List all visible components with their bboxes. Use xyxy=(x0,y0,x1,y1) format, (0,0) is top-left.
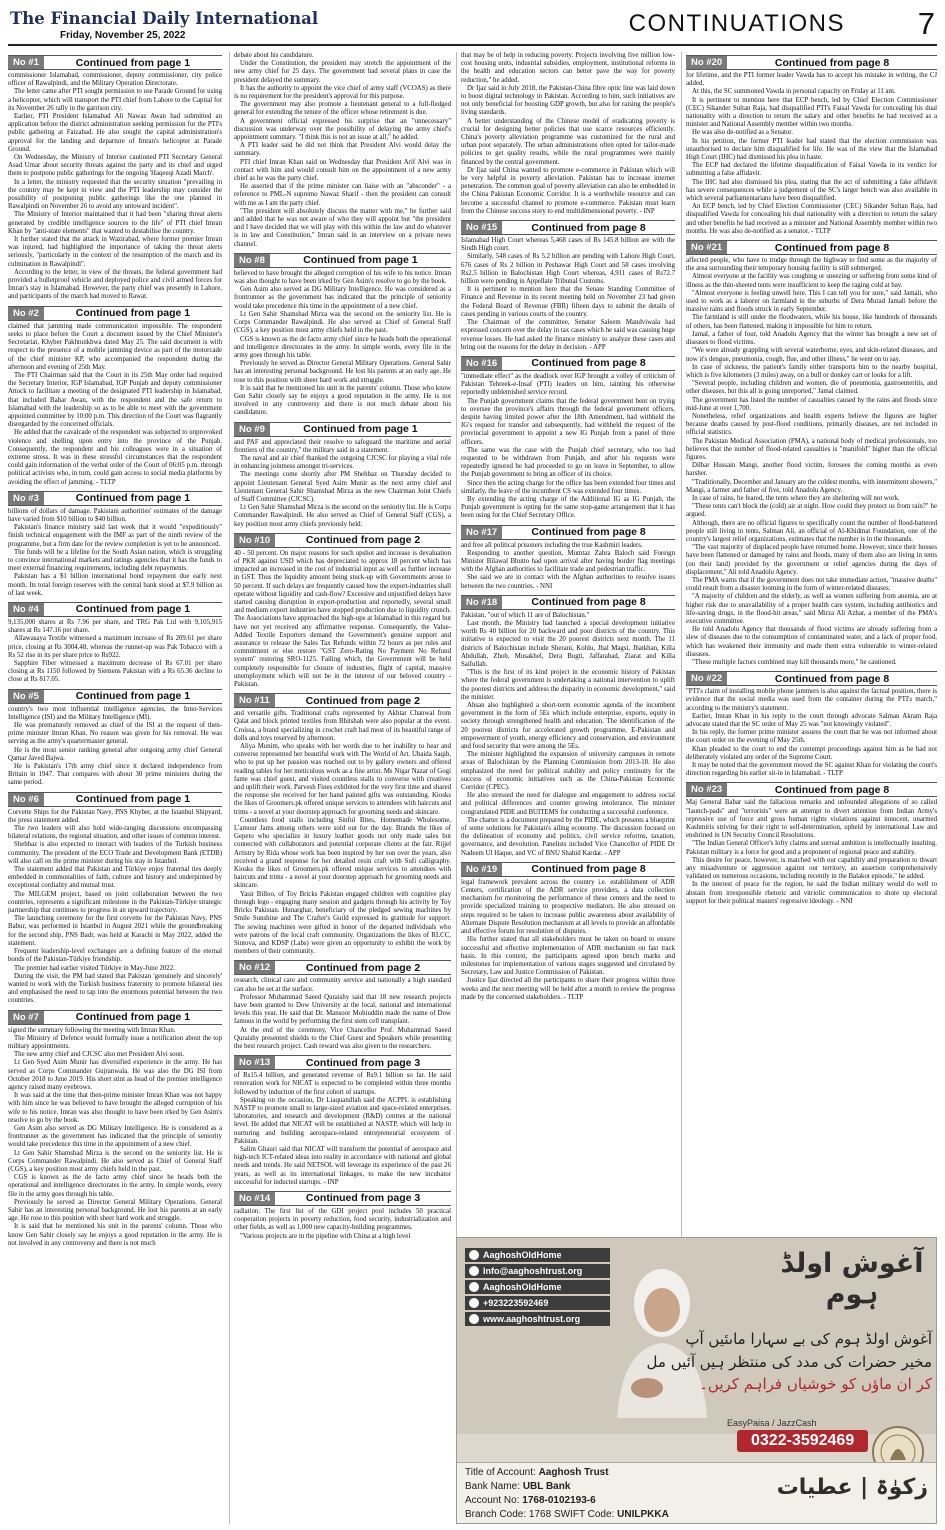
story-paragraph: Similarly, 548 cases of Rs 5.2 billion are pending with Lahore High Court, 676 cases of Rs 2 billion in Peshawar High Court and 58 cases involving Rs2.5 billion in Balochistan High Court whereas, 4,911 cases of Rs72.7 billion were pending in Appellate Tribunal Customs. xyxy=(461,253,675,286)
story-paragraph: CGS is known as the de facto army chief since he heads both the operational and intelligence directorates in the army. In simple words, every file in the army goes through his table. xyxy=(234,335,451,359)
story-paragraph: Nonetheless, relief organizations and health experts believe the figures are higher because deaths caused by post-flood conditions, primarily diseases, are not included in official statistics. xyxy=(686,412,937,437)
story-paragraph: Frequent leadership-level exchanges are a defining feature of the eternal bonds of the Pakistan-Türkiye friendship. xyxy=(8,948,222,964)
news-story xyxy=(8,602,222,685)
whatsapp-icon xyxy=(469,1298,479,1308)
story-body xyxy=(234,439,451,529)
story-number-badge: No #15 xyxy=(461,221,502,234)
story-paragraph: In his reply, the former prime minister assures the court that he was not informed about the court order on the evening of May 25th. xyxy=(686,729,937,745)
story-paragraph: The Ministry of Interior maintained that it had been "sharing threat alerts generated by credible intelligence sources to the life" of PTI chief Imran Khan by "anti-state elements" that wanted to destabilise the country. xyxy=(8,211,222,235)
story-number-badge: No #7 xyxy=(8,1011,44,1024)
story-number-badge: No #2 xyxy=(8,307,44,320)
page-number: 7 xyxy=(917,6,935,41)
story-body xyxy=(461,373,675,521)
story-continued-label: Continued from page 2 xyxy=(305,694,420,707)
story-number-badge: No #5 xyxy=(8,690,44,703)
story-paragraph: The same was the case with the Punjab chief secretary, who too had requested to be withdrawn from Punjab, and after his requests were repeatedly ignored he had proceeded to go on leave in September, to allow the Punjab government to bring an officer of its choice. xyxy=(461,446,675,479)
story-paragraph: "Several people, including children and women, die of pneumonia, gastroenteritis, and other diseases, but this all is going unreported," Jamal claimed. xyxy=(686,380,937,396)
story-paragraph: During the visit, the PM had stated that Pakistan 'genuinely and sincerely' wanted to work with the Turkish business fraternity to promote bilateral ties and emphasised the need to tap into the enormous potential between the two countries. xyxy=(8,972,222,1005)
story-paragraph: "A majority of children and the elderly, as well as women suffering from anemia, are at higher risk due to unavailability of a proper health care system, including antibiotics and life-saving drugs, in the flood-hit areas," said Mirza Ali Azhar, a member of the PMA's executive committee. xyxy=(686,593,937,625)
story-paragraph: believed to have brought the alleged corruption of his wife to his notice. Imran was also thought to have been irked by Gen Asim's resolve to go by the book. xyxy=(234,269,451,286)
story-paragraph: Allawasaya Textile witnessed a maximum increase of Rs 209.61 per share price, closing at Rs 3004.48, whereas the runner-up was Pak Tobacco with a Rs 52 rise in its per share price to Rs922. xyxy=(8,635,222,659)
story-header xyxy=(234,533,451,548)
story-paragraph: It may be noted that the government moved the SC against Khan for violating the court's direction regarding his earlier sit-in in Islamabad. - TLTP xyxy=(686,762,937,778)
issue-date: Friday, November 25, 2022 xyxy=(60,30,186,41)
story-continued-label: Continued from page 8 xyxy=(531,596,646,609)
story-header xyxy=(234,693,451,708)
story-body xyxy=(686,72,937,236)
story-paragraph: Ahsan also highlighted a short-term economic agenda of the incumbent government in the form of 5Es which include enterprise, exports, equity in society through strengthened health and education. The identification of the 20 poorest districts for accelerated growth programme, E-Pakistan and empowerment of youth, energy efficiency and conservation, and environment and food security that were among the 5Es. xyxy=(461,702,675,751)
story-paragraph: An ECP bench, led by Chief Election Commissioner (CEC) Sikander Sultan Raja, had disqualified Vawda for concealing his dual nationality with a direction to return the salary and other benefits he had received as a minister and National Assembly member within two months. He was also de-notified as a senator. - TLTP xyxy=(686,203,937,235)
story-paragraph: Aliya Munim, who speaks with her words due to her inability to hear and converse represented her beautiful work with The World of Art. Ubaida Saqib, who to put up her passion was reached out to by gallery owners and offered reading tables for her meticulous work as a fine artist. Ms Nigar Nazar of Gogi fame was chief guest, and visited countless stalls to converse with creatives and uplift their work. Parvesh Fines exhibited for the very first time and shared the response she received for her hand painted gifts was outstanding. Kiosks the likes of Groomers.pk offered unique services to attendees with haircuts and trims - a novel at your doorstep approach for grooming needs and skincare. xyxy=(234,743,451,816)
story-header xyxy=(234,960,451,975)
story-paragraph: "Traditionally, December and January are the coldest months, with intermittent showers," Mangi, a farmer and father of five, told Anadolu Agency. xyxy=(686,478,937,494)
story-paragraph: In the interest of peace for the region, he said the Indian military would do well to abstain from irresponsible rhetoric and vitriolic communication to shore up electoral support for their political masters' regressive ideology. - NNI xyxy=(686,881,937,905)
story-number-badge: No #21 xyxy=(686,241,727,254)
story-paragraph: The farmland is still under the floodwaters, while his house, like hundreds of thousands of others, has been flattened, making it impossible for him to return. xyxy=(686,314,937,330)
story-continued-label: Continued from page 1 xyxy=(75,492,191,505)
story-number-badge: No #8 xyxy=(234,254,270,267)
news-story xyxy=(461,220,675,352)
story-paragraph: He added that the cavalcade of the respondent was subjected to unprovoked violence and shelling upon entry into the province of the Punjab. Consequently, the respondent and his colleagues were in a situation of extreme stress. It was in these stressful circumstances that the respondent could gain information of the verbal order of the Court of 06:05 p.m. through political activists who, in turn, could gain access to social media platforms by avoiding the effect of jamming. - TLTP xyxy=(8,429,222,486)
story-continued-label: Continued from page 8 xyxy=(774,56,890,69)
story-paragraph: Last month, the Ministry had launched a special development initiative worth Rs 40 billion for 20 backward and poor districts of the country. This initiative is expected to visit the 20 poorest districts next month. The 11 districts of Balochistan include Sherani, Kohlu, Jhal Magsi, Jhatkhan, Killa Abdullah, Zhob, Musakhel, Dera Bugti, Jaffarabad, Ziarat and Killa Saifullah. xyxy=(461,619,675,668)
story-header xyxy=(234,422,451,437)
story-continued-label: Continued from page 1 xyxy=(75,56,191,69)
story-paragraph: affected people, who have to trudge through the highway to find some as the majority of the area surrounding their temporary housing facility is still submerged. xyxy=(686,257,937,273)
story-body xyxy=(8,619,222,685)
ad-brand-name: آغوش اولڈ ہوم xyxy=(780,1248,924,1310)
story-paragraph: Previously he served as Director General Military Operations. General Sahir has an interesting personal background. He lost his parents at an early age. He rose to this position with sheer hard work and struggle. xyxy=(8,1198,222,1223)
story-paragraph: Jamal, a father of four, told Anadolu Agency that the winter has brought a new set of diseases to flood victims. xyxy=(686,330,937,347)
story-continued-label: Continued from page 3 xyxy=(305,1192,421,1205)
news-story xyxy=(461,356,675,521)
story-header xyxy=(461,220,675,235)
story-paragraph: Earlier, Imran Khan in his reply to the court through advocate Salman Akram Raja advocate stated that the SC order of May 25 was "not knowingly violated". xyxy=(686,712,937,729)
story-paragraph: Although, there are no official figures to specifically count the number of flood-battered people still living in tents, Salman Ali, an official of Al-Khidmat Foundation, one of the country's largest relief organizations, estimates that the number is in the thousands. xyxy=(686,519,937,543)
story-continued-label: Continued from page 8 xyxy=(774,241,890,254)
news-story xyxy=(686,55,937,236)
story-continued-label: Continued from page 8 xyxy=(531,526,646,539)
story-header xyxy=(461,862,675,877)
ad-contact-item: AaghoshOldHome xyxy=(465,1280,610,1294)
story-paragraph: and versatile gifts. Traditional crafts represented by Akhtar Chanwal from Qalat and block printed textiles from Bhitshah were also popular at the event. Croissa, a brand specializing in crochet craft had most of its beautiful range of dolls and toys reserved by afternoon. xyxy=(234,710,451,742)
email-icon xyxy=(469,1266,479,1276)
story-paragraph: CGS is known as the de facto army chief since he heads both the operational and intelligence directorates in the army. In simple words, every file in the army goes through his table. xyxy=(8,1174,222,1198)
story-header xyxy=(8,491,222,506)
story-continued-label: Continued from page 2 xyxy=(305,961,421,974)
story-paragraph: It further stated that the attack in Wazirabad, where former premier Imran was injured, had highlighted the importance of taking the threat alerts seriously, "particularly in the context of the resumption of the march and its culmination in Rawalpindi". xyxy=(8,236,222,268)
instagram-icon xyxy=(469,1282,479,1292)
story-body xyxy=(461,879,675,1002)
story-paragraph: Countless food stalls including Sinful Bites, Homemade Wholesome, L'amour Jams among others were sold out for the day. Brands the likes of Gepeto who specialize in luxury leather goods not only made sales but connected with collaborators and potential corporate clients at the fair. Rijjel Artistry by Rida whose work has been inspired by her son over the years, also received a grand response for her detailed resin craft with Sufi calligraphy. Kiosks the likes of Groomers.pk offered unique services to attendees with haircuts and trims - a novel at your doorstep approach for grooming needs and skincare. xyxy=(234,816,451,890)
story-paragraph: A government official expressed his surprise that an "unnecessary" discussion was underway over the possibility of delaying the army chief's appointment summary. "I think this is not an issue at all," he added. xyxy=(234,117,451,142)
news-story xyxy=(234,1055,451,1187)
story-paragraph: He told Anadolu Agency that thousands of flood victims are already suffering from a slew of diseases due to the consumption of contaminated water, and a lack of proper food, which has weakened their immunity and made them extra vulnerable to winter-related diseases. xyxy=(686,626,937,658)
story-paragraph: debate about his candidature. xyxy=(234,52,314,59)
ad-phone-number: 0322-3592469 xyxy=(737,1430,868,1452)
story-paragraph: It is pertinent to mention here that the Senate Standing Committee of Finance and Revenue in its recent meeting held on November 23 had given the Federal Board of Revenue (FBR) fifteen days to submit the details of cases pending in various courts of the country. xyxy=(461,286,675,318)
story-paragraph: Pakistan's finance ministry said last week that it would "expeditiously" finish technical engagement with the IMF as part of the ninth review of the programme, but a firm date for the review completion is yet to be announced. xyxy=(8,524,222,548)
story-paragraph: It has the authority to appoint the vice chief of army staff (VCOAS) as there is no requirement for the president's approval for this purpose. xyxy=(234,84,451,101)
story-body xyxy=(234,710,451,956)
story-paragraph: "These tents can't block the (cold) air at night. How could they protect us from rain?" he argued. xyxy=(686,503,937,519)
bank-line: Title of Account: Aaghosh Trust xyxy=(465,1467,609,1478)
story-paragraph: The Ministry of Defence would formally issue a notification about the top military appointments. xyxy=(8,1034,222,1050)
story-paragraph: At this, the SC summoned Vawda in personal capacity on Friday at 11 am. xyxy=(692,88,896,96)
story-body xyxy=(461,542,675,591)
ad-contact-item: www.aaghoshtrust.org xyxy=(465,1312,610,1326)
news-story xyxy=(461,52,675,216)
story-body xyxy=(234,977,451,1051)
story-continued-label: Continued from page 8 xyxy=(774,672,890,685)
story-body xyxy=(461,237,675,352)
story-paragraph: The MILGEM project, based on joint collaboration between the two countries, represents a significant milestone in the Pakistan-Türkiye strategic partnership that continues to progress in an upward trajectory. xyxy=(8,890,222,915)
story-paragraph: The PMA warns that if the government does not take immediate action, "massive deaths" could result from a disaster looming in the form of winter-related diseases. xyxy=(686,576,937,593)
story-paragraph: On Wednesday, the Ministry of Interior cautioned PTI Secretary General Asad Umar about security threats against the party and its chief and urged them to postpone public gatherings for the ongoing 'Haqeeqi Azadi March'. xyxy=(8,154,222,178)
aaghosh-trust-advertisement xyxy=(456,1237,937,1524)
story-paragraph: and free all political prisoners including the true Kashmiri leaders. xyxy=(461,541,643,549)
story-continued-label: Continued from page 1 xyxy=(75,793,191,806)
story-paragraph: Yasir Billoo, of Toy Bricks Pakistan engaged children with cognitive play through lego - engaging many session and gadgets through his activity by Toy Bricks Pakistan. Hunarghar, beneficiary of the pledged sewing machines by Smile Sunshine and The Crafter's Guild expressed its gratitude for support. The sewing machines were gifted in honor of the departed individuals who were patrons of the local craft community. Organizations the likes of RLCC, Sintova, and KDSP (Labs) were given an opportunity to exhibit the work by members of their community. xyxy=(234,890,451,956)
story-paragraph: country's two most influential intelligence agencies, the Inter-Services Intelligence (ISI) and the Military Intelligence (MI). xyxy=(8,705,222,721)
story-paragraph: It was said at the time that then-prime minister Imran Khan was not happy with him since he was believed to have brought the alleged corruption of his wife to his notice. Imran was also thought to have been irked by Gen Asim's resolve to go by the book. xyxy=(8,1092,222,1124)
bank-line: Account No: 1768-0102193-6 xyxy=(465,1495,596,1506)
story-paragraph: It is said that he mentioned his unit in the parents' column. Those who know Gen Sahir closely say he enjoys a good reputation in the army. He is not involved in any controversy and there is not much debate about his candidature. xyxy=(234,384,451,417)
news-story xyxy=(461,595,675,858)
story-body xyxy=(234,550,451,689)
story-paragraph: Speaking on the occasion, Dr Liaquatullah said the ACPPL is establishing NASTP to promote small to large-sized aviation and space-related enterprises, laboratories, and research and development (R&D) centres at the national level. He added that NICAT will be established at NASTP, which will help in nurturing and building aerospace-related entrepreneurial ecosystem of Pakistan. xyxy=(234,1096,451,1145)
news-story xyxy=(8,792,222,1006)
story-paragraph: Shehbaz is also expected to interact with leaders of the Turkish business community. The president of the ECO Trade and Development Bank (ETDB) will also call on the prime minister during his stay in Istanbul. xyxy=(8,841,222,865)
story-paragraph: The naval and air chief thanked the outgoing CJCSC for playing a vital role in enhancing jointness amongst tri-services. xyxy=(234,454,451,471)
story-body xyxy=(234,270,451,418)
story-body xyxy=(461,612,675,858)
story-paragraph: He was prematurely removed as chief of the ISI at the request of then-prime minister Imran Khan. No reason was given for his removal. He was serving as the army's quartermaster general. xyxy=(8,722,222,746)
story-continued-label: Continued from page 1 xyxy=(303,254,418,267)
story-continued-label: Continued from page 3 xyxy=(305,1056,421,1069)
story-paragraph: Professor Muhammad Saeed Quraishy said that 18 new research projects have been granted to Dow University at the local, national and international levels this year. He said that Dr. Mansoor Mohiuddin made the name of Dow famous in the world by performing the first stem cell transplant. xyxy=(234,993,451,1026)
story-number-badge: No #16 xyxy=(461,357,502,370)
story-body xyxy=(8,1027,222,1248)
story-paragraph: In a letter, the ministry requested that the security situation "prevailing in the country may be kept in view and the PTI leadership may consider the possibility of postponing public gatherings like the one planned in Rawalpindi on November 26 to avoid any untoward incident". xyxy=(8,178,222,211)
story-body xyxy=(686,257,937,667)
newspaper-title: The Financial Daily International xyxy=(10,9,319,28)
story-continued-label: Continued from page 8 xyxy=(531,357,646,370)
story-paragraph: research, clinical care and community service and nationally a high standard can also be set at the surface. xyxy=(234,977,451,993)
news-story xyxy=(234,693,451,956)
news-story xyxy=(8,491,222,598)
story-paragraph: In case of rains, he feared, the tents where they are sheltering will not work. xyxy=(692,494,900,502)
story-header xyxy=(686,55,937,70)
story-body xyxy=(686,799,937,906)
story-paragraph: The Punjab government claims that the federal government bent on trying to oversee the province's affairs through the federal government officers, despite having limited power after the 18th Amendment, had withheld the IG's request for transfer and subsequently, had withheld the request of the provincial government to appoint a new IG Punjab from a panel of three officers. xyxy=(461,397,675,446)
story-paragraph: According to the letter, in view of the threats, the federal government had provided a bulletproof vehicle and deployed police and civil armed forces for Imran's stay in Islamabad. However, the party chief was presently in Lahore, and participants of the march had moved to Rawat. xyxy=(8,268,222,301)
story-header xyxy=(8,306,222,321)
story-number-badge: No #3 xyxy=(8,492,44,505)
story-paragraph: Sapphire Fiber witnessed a maximum decrease of Rs 67.01 per share closing at Rs 1150 followed by Siemens Pakistan with a Rs 65.36 decline to close at Rs 817.05. xyxy=(8,660,222,684)
story-paragraph: Under the Constitution, the president may stretch the appointment of the new army chief for 25 days. The government had several plans in case the president delayed the summary. xyxy=(234,60,451,84)
story-paragraph: of Rs15.4 billion, and generated revenue of Rs9.1 billion so far. He said renovation work for NICAT is expected to be completed within three months followed by induction of the first cohort of startups. xyxy=(234,1072,451,1096)
story-body xyxy=(461,52,675,216)
story-continued-label: Continued from page 8 xyxy=(531,221,646,234)
story-paragraph: This desire for peace, however, is matched with our capability and preparation to thwart any misadventure or aggression against our territory, an assertion comprehensively validated on numerous occasions, including recently in the Balakot episode," he added. xyxy=(686,856,937,881)
story-paragraph: He is Pakistan's 17th army chief since it declared independence from Britain in 1947. That compares with about 30 prime ministers during the same period. xyxy=(8,763,222,787)
story-paragraph: "The president will absolutely discuss the matter with me," he further said and added that he was not aware of who they will appoint but "the president and I have decided that we will play with this within the law and do whatever is in law and Constitution," Imran said in an interview on a private news channel. xyxy=(234,207,451,248)
story-paragraph: Earlier, PTI President Islamabad Ali Nawaz Awan had submitted an application before the district administration seeking permission for the PTI's public gathering at Faizabad. He also sought the capital administration's approval for the landing and departure of Imran's helicopter at Parade Ground. xyxy=(8,113,222,153)
story-paragraph: The PTI Chairman said that the Court in its 25th May order had required the Secretary Interior, IGP Islamabad, IGP Punjab and deputy commissioner Attock to facilitate a meeting of the designated PTI leadership in Islamabad, that included Babar Awan, with the respondent and the safe return to Islamabad with the leadership so as to be able to meet with the government appointed committee by 10:00 p.m. This direction of the Court was flagrantly disregarded by the concerned officials. xyxy=(8,371,222,429)
story-number-badge: No #1 xyxy=(8,56,44,69)
story-paragraph: In case of sickness, the patient's family either transports him to the nearby hospital, which is five kilometers (3 miles) away, on a bull or donkey cart or looks for a lift. xyxy=(686,363,937,379)
bank-line: Bank Name: UBL Bank xyxy=(465,1481,571,1492)
story-paragraph: radiation. The first list of the GDI project pool includes 50 practical cooperation projects in poverty reduction, food security, industrialization and other fields, as well as 1,000 new capacity-building programmes. xyxy=(234,1207,451,1232)
story-paragraph: legal framework prevalent across the country i.e. establishment of ADR Centers, certification of the ADR service providers, a data collection mechanism for monitoring the performance of these centers and the need to provide specialized training to prospective mediators. He also stressed on steps required to be taken to increase public awareness about availability of Alternate Dispute Resolution mechanism at all levels to provide an affordable and effective forum for resolution of disputes. xyxy=(461,878,675,936)
story-paragraph: Lt Gen Syed Asim Munir has diversified experience in the army. He has served as Corps Commander Gujranwala. He was also the DG ISI from October 2018 to June 2019. His short stint as head of the premier intelligence agency raised many eyebrows. xyxy=(8,1059,222,1091)
story-paragraph: He also stressed the need for dialogue and engagement to address social and political differences and counter growing intolerance. The minister congratulated PIDE and BUITEMS for conducting a successful conference. xyxy=(461,792,675,816)
web-icon xyxy=(469,1314,479,1324)
story-body xyxy=(8,508,222,598)
story-paragraph: Lt Gen Sahir Shamshad Mirza is the second on the seniority list. He is Corps Commander Rawalpindi. He also served as Chief of General Staff (CGS), a key position most army chiefs previously held. xyxy=(234,504,451,528)
story-paragraph: In his petition, the former PTI leader had stated that the election commission was unauthorised to declare him disqualified for life. He was of the view that the Islamabad High Court (IHC) had dismissed his plea in haste. xyxy=(686,137,937,162)
story-header xyxy=(8,792,222,807)
story-paragraph: The meetings come shortly after PM Shehbaz on Thursday decided to appoint Lieutenant General Syed Asim Munir as the next army chief and Lieutenant General Sahir Shamshad Mirza as the new Chairman Joint Chiefs of Staff Committee (CJCSC). xyxy=(234,471,451,503)
story-paragraph: Salim Ghauri said that NICAT will transform the potential of aerospace and high-tech ICT-related ideas into reality in accordance with national and global needs and trends. He said NETSOL will leverage its experience of the past 26 years, as well as its international linkages, to make the new incubator successful for inducted startups. - INP xyxy=(234,1145,451,1186)
bank-line: Branch Code: 1768 SWIFT Code: UNILPKKA xyxy=(465,1509,669,1520)
story-header xyxy=(8,1010,222,1025)
ad-bank-details xyxy=(457,1462,937,1524)
ad-contact-item: AaghoshOldHome xyxy=(465,1248,610,1262)
story-paragraph: 40 - 50 percent. On major reasons for such upshot and increase is devaluation of PKR against USD which has depreciated to approx 18 percent which has impacted an increased in the cost of industrial input as well as further increase in GST. Thus the liquidity amount being stuck-up with Governments arose to 50 percent. If such delays are frequently caused how the export-industries shall operate without liquidity and cash-flow? Excessive and unjustified delays have started causing disruption in export-production and reportedly, several small and medium export industries have stopped production due to liquidity crunch. The Associations have approached the high-ups at Islamabad in this regard but have not yet received any affirmative response. Consequently, the Value-Added Textile Exporters demand the Government's genuine support and assurance to release the Sales Tax Refunds within 72 hours as per rules and commitment or else restore "GST Zero-Rating No Payment No Refund system" restoring SRO-1125. Failing which, the Government will be held completely responsible for closure of industries, flight of capital, massive unemployment which will not be in the interest of our beloved country - Pakistan. xyxy=(234,549,451,689)
story-body xyxy=(8,323,222,487)
ad-headline: آغوش اولڈ ہوم کی بے سہارا ماںئیں آپ مخیر حضرات کی مدد کی منتظر ہیں آئیں مل کر ان ماؤں کو خوشیاں فراہم کریں۔ xyxy=(646,1330,932,1393)
news-story xyxy=(234,533,451,689)
story-number-badge: No #14 xyxy=(234,1192,275,1205)
story-paragraph: Justice Ijaz directed all the participants to share their progress within three weeks and the next meeting will be held after a month to review the progress made by the concerned stakeholders. - TLTP xyxy=(461,977,675,1001)
story-paragraph: He was also de-notified as a Senator. xyxy=(692,129,793,137)
story-paragraph: Dr Ijaz said China wanted to promote e-commerce in Pakistan which will be very helpful in poverty alleviation. Pakistan has to increase internet penetration. The common goal of poverty alleviation can also be embedded in the China Pakistan Economic Corridor. It is a worthwhile resource and can become a successful channel to promote e-commerce. Pakistan must learn from the Chinese success story to end multidimensional poverty. - INP xyxy=(461,166,675,215)
story-paragraph: A better understanding of the Chinese model of eradicating poverty is crucial for designing better policies that use scarce resources efficiently. China's poverty alleviation programme was customized for the rural and urban poor separately. The urban administrations often opted for tailor-made policies to get quality results, while the rural programmes were mainly financed by the central government. xyxy=(461,117,675,166)
story-paragraph: The premier had earlier visited Türkiye in May-June 2022. xyxy=(14,964,175,972)
story-paragraph: PTI chief Imran Khan said on Wednesday that President Arif Alvi was in contact with him and would consult him on the appointment of a new army chief as he was the party chief. xyxy=(234,158,451,183)
news-story xyxy=(8,306,222,487)
news-story xyxy=(461,862,675,1002)
story-paragraph: that may be of help in reducing poverty. Projects involving five million low-cost housing units, industrial subsidies, employment, institutional reforms in the health and education sectors can better pave the way for poverty reduction," he added. xyxy=(461,52,675,84)
story-paragraph: "Almost everyone is feeling unwell here. This I can tell you for sure," said Jamali, who used to work as a laborer on farmland in the suburbs of Dera Murad Jamali before the massive rains and floods struck in early September. xyxy=(686,289,937,314)
story-number-badge: No #20 xyxy=(686,56,727,69)
story-paragraph: Dr Ijaz said in July 2018, the Pakistan-China fibre optic line was laid down to boost digital technology in Pakistan. According to him, such initiatives are not only beneficial for boosting GDP growth, but also for raising the people's living standards. xyxy=(461,84,675,117)
story-body xyxy=(8,72,222,302)
story-paragraph: "Various projects are in the pipeline with China at a high level xyxy=(240,1232,411,1240)
story-paragraph: The Chairman of the committee, Senator Saleem Mandviwala had expressed concern over the delay in tax cases which he said was causing huge revenue losses. He had asked the finance ministry to analyze these cases and bring out the reasons for the delay in decision. - APP xyxy=(461,319,675,351)
section-title: CONTINUATIONS xyxy=(628,10,845,37)
ad-contact-item: Info@aaghoshtrust.org xyxy=(465,1264,610,1278)
story-paragraph: Lt Gen Sahir Shamshad Mirza is the second on the seniority list. He is Corps Commander Rawalpindi. He also served as Chief of General Staff (CGS), a key position most army chiefs held in the past. xyxy=(8,1149,222,1173)
story-paragraph: "We were already grappling with several waterborne, eyes, and skin-related diseases, and now it's dengue, pneumonia, cough, flue, and other illness," he went on to say. xyxy=(686,347,937,363)
story-header xyxy=(8,689,222,704)
story-paragraph: The ECP had declared the lifetime disqualification of Faisal Vawda in its verdict for submitting a false affidavit. xyxy=(686,162,937,178)
news-story xyxy=(8,1010,222,1248)
story-continued-label: Continued from page 8 xyxy=(774,783,890,796)
story-paragraph: billions of dollars of damage. Pakistani authorities' estimates of the damage have varied from $10 billion to $40 billion. xyxy=(8,507,222,523)
ad-zakat-label: زکوٰۃ | عطیات xyxy=(776,1475,928,1500)
story-header xyxy=(8,602,222,617)
story-paragraph: The IHC had also dismissed his plea, stating that the act of submitting a fake affidavit has severe consequences while a judgement of the SC's larger bench was also available in which several parliamentarians have been disqualified. xyxy=(686,178,937,203)
news-story xyxy=(686,671,937,778)
story-paragraph: She said we are in contact with the Afghan authorities to resolve issues between the two countries. - NNI xyxy=(461,574,675,590)
story-paragraph: Responding to another question, Mumtaz Zahra Baloch said Foreign Minister Bilawal Bhutto had upon arrival after having border flag meetings with the Afghan authorities to facilitate trade and pedestrian traffic. xyxy=(461,549,675,574)
story-header xyxy=(234,1055,451,1070)
story-paragraph: for lifetime, and the PTI former leader Vawda has to accept his mistake in writing, the CJ added. xyxy=(686,72,937,88)
story-body xyxy=(234,52,451,249)
story-paragraph: Dilbar Hussain Mangi, another flood victim, foresees the coming months as even harsher. xyxy=(686,462,937,478)
story-paragraph: It is said that he mentioned his unit in the parents' column. Those who know Gen Sahir closely say he enjoys a good reputation in the army. He is not involved in any controversy and there is not much xyxy=(8,1223,222,1247)
news-story xyxy=(234,1191,451,1241)
story-paragraph: Gen Asim also served as DG Military Intelligence. He is considered as a frontrunner as the government has indicated that the principle of seniority would take precedence this time in the appointment of a new chief. xyxy=(8,1124,222,1149)
story-body xyxy=(234,1072,451,1187)
news-story xyxy=(234,253,451,418)
story-paragraph: At the end of the ceremony, Vice Chancellor Prof. Muhammad Saeed Quraishy presented shields to the Chief Guest and Speakers while presenting the best research project. Cash reward was also given to the researchers. xyxy=(234,1026,451,1050)
story-number-badge: No #19 xyxy=(461,863,502,876)
story-paragraph: The launching ceremony for the first corvette for the Pakistan Navy, PNS Babur, was performed in Istanbul in August 2021 while the groundbreaking for the second ship, PNS Badr, was held at Karachi in May 2022, added the statement. xyxy=(8,915,222,947)
story-paragraph: "These multiple factors combined may kill thousands more," he cautioned. xyxy=(692,659,897,667)
story-header xyxy=(686,671,937,686)
story-paragraph: The minister highlighted the expansion of university campuses in remote areas of Balochistan by the Planning Commission from 2013-18. He also emphasized the need for political stability and policy continuity for the success of economic initiatives such as the China-Pakistan Economic Corridor (CPEC). xyxy=(461,751,675,792)
story-paragraph: The government has listed the number of casualties caused by the rains and floods since mid-June at over 1,700. xyxy=(686,396,937,412)
news-story xyxy=(686,782,937,906)
news-story xyxy=(234,52,451,249)
story-body xyxy=(234,1208,451,1241)
story-paragraph: Pakistan has a $1 billion international bond repayment due early next month. Its total foreign reserves with the central bank stood at $7.9 billion as of last week. xyxy=(8,573,222,597)
news-story xyxy=(234,960,451,1051)
story-paragraph: Pakistan, "out of which 11 are of Balochistan." xyxy=(461,611,590,619)
facebook-icon xyxy=(469,1250,479,1260)
story-header xyxy=(8,55,222,70)
story-paragraph: The Pakistan Medical Association (PMA), a national body of medical professionals, too believes that the number of flood-related casualties is "manifold" higher than the official figures. xyxy=(686,437,937,461)
story-number-badge: No #18 xyxy=(461,596,502,609)
story-header xyxy=(686,782,937,797)
story-paragraph: commissioner Islamabad, commissioner, deputy commissioner, city police officer of Rawalpindi, and the Military Operation Directorate. xyxy=(8,72,222,88)
story-continued-label: Continued from page 1 xyxy=(75,690,191,703)
story-paragraph: Lt Gen Sahir Shamshad Mirza was the second on the seniority list. He is Corps Commander Rawalpindi. He also served as Chief of General Staff (CGS), a key position most army chiefs held in the past. xyxy=(234,310,451,335)
story-body xyxy=(8,706,222,788)
story-paragraph: Gen Asim also served as DG Military Intelligence. He was considered as a frontrunner as the government has indicated that the principle of seniority would take precedence this time in the appointment of a new chief. xyxy=(234,286,451,310)
story-paragraph: It is pertinent to mention here that ECP bench, led by Chief Election Commissioner (CEC) Sikander Sultan Raja, had disqualified PTI's Faisal Vawda for concealing his dual nationality with a direction to return the salary and other benefits he had received as a minister and National Assembly member within two months. xyxy=(686,96,937,129)
story-paragraph: and PAF and appreciated their resolve to safeguard the maritime and aerial frontiers of the country," the military said in a statement. xyxy=(234,438,451,454)
story-paragraph: "PTI's claim of installing mobile phone jammers is also against the factual position, there is evidence that the social media was used from the container during the PTI's march," according to the ministry's statement. xyxy=(686,688,937,712)
story-body xyxy=(686,688,937,778)
masthead xyxy=(8,6,937,46)
story-number-badge: No #9 xyxy=(234,423,270,436)
story-paragraph: Since then the acting charge for the office has been extended four times and similarly, the leave of the incumbent CS was extended four times. xyxy=(461,479,675,495)
story-paragraph: "immediate effect" as the deadlock over IGP brought a volley of criticism of Pakistan Tehreek-e-Insaf (PTI) leaders on him, tainting his otherwise reportedly unblemished service record. xyxy=(461,372,675,397)
story-header xyxy=(461,595,675,610)
story-continued-label: Continued from page 2 xyxy=(305,534,421,547)
story-paragraph: The two leaders will also hold wide-ranging discussions encompassing bilateral relations, the regional situation, and other issues of common interest. xyxy=(8,825,222,841)
ad-payment-methods: EasyPaisa / JazzCash xyxy=(727,1418,817,1428)
story-paragraph: The government may also promote a lieutenant general to a full-fledged general for extending the tenure of the officer whose retirement is due. xyxy=(234,101,451,117)
story-paragraph: Khan pleaded to the court to end the contempt proceedings against him as he had not deliberately violated any order of the Supreme Court. xyxy=(686,745,937,761)
news-story xyxy=(8,689,222,788)
story-paragraph: He asserted that if the prime minister can liaise with an "absconder" - a reference to PML-N supremo Nawaz Sharif - then the president can consult with me as I am the party chief. xyxy=(234,183,451,207)
story-header xyxy=(234,253,451,268)
story-body xyxy=(8,809,222,1006)
story-paragraph: By extending the acting charge of the Additional IG as IG Punjab, the Punjab government is opting for the same stop-game arrangement that it has been using for the Chief Secretary Office. xyxy=(461,495,675,520)
news-story xyxy=(8,55,222,302)
story-paragraph: Islamabad High Court whereas 5,468 cases of Rs 145.8 billion are with the Sindh High court. xyxy=(461,237,675,253)
story-number-badge: No #13 xyxy=(234,1056,275,1069)
story-continued-label: Continued from page 1 xyxy=(75,603,191,616)
story-continued-label: Continued from page 1 xyxy=(303,423,418,436)
story-paragraph: Corvette Ships for the Pakistan Navy, PNS Khyber, at the Istanbul Shipyard, the press statement added. xyxy=(8,808,222,824)
story-header xyxy=(686,240,937,255)
column-2 xyxy=(229,52,451,1524)
story-paragraph: Maj General Babar said the fallacious remarks and unfounded allegations of so called "launch-pads" and "terrorists" were an attempt to divert attention from Indian Army's repressive use of force and gross human rights violations against innocent, unarmed Kashmiris striving for their right to self-determination, upheld by international Law and enshrined in UN Security Council Resolutions. xyxy=(686,799,937,840)
story-header xyxy=(234,1191,451,1206)
story-paragraph: Previously he served as Director General Military Operations. General Sahir has an interesting personal background. He lost his parents at an early age. He rose to this position with sheer hard work and struggle. xyxy=(234,360,451,384)
story-continued-label: Continued from page 1 xyxy=(75,307,191,320)
story-paragraph: signed the summary following the meeting with Imran Khan. xyxy=(8,1026,176,1034)
story-paragraph: The funds will be a lifeline for the South Asian nation, which is struggling to convince international markets and ratings agencies that it has the funds to meet external financing requirements, including debt repayments. xyxy=(8,548,222,573)
story-paragraph: Almost everyone at the facility was coughing or sneezing or suffering from some kind of illness as the thin-sheeted tents were insufficient to keep the raging cold at bay. xyxy=(686,273,937,289)
story-paragraph: The letter came after PTI sought permission to use Parade Ground for using a helicopter, which will transport the PTI chief from Lahore to the Capital for its November 26 rally in the garrison city. xyxy=(8,88,222,112)
story-continued-label: Continued from page 1 xyxy=(75,1011,191,1024)
story-paragraph: His further stated that all stakeholders must be taken on board to ensure successful and effective implementation of ADR mechanism on fast track basis. In this context, the participants agreed upon bench marks and milestones for implementation of various stages suggested and circulated by Secretary, Law and Justice Commission of Pakistan. xyxy=(461,936,675,977)
story-number-badge: No #12 xyxy=(234,961,275,974)
story-paragraph: The charter is a document prepared by the PIDE, which presents a blueprint of some solutions for Pakistan's ailing economy. The discussion focused on the delineation of economy and politics, civil service reforms, taxation, governance, and devolution. Panelists included Vice Chancellor of PIDE Dr Nadeem Ul Haque, and VC of BNU Shahid Kardar. - APP xyxy=(461,816,675,857)
story-header xyxy=(461,356,675,371)
story-paragraph: The statement added that Pakistan and Türkiye enjoy fraternal ties deeply embedded in commonalities of faith, culture and history and underpinned by exceptional cordiality and mutual trust. xyxy=(8,866,222,890)
news-story xyxy=(234,422,451,529)
story-paragraph: "The vast majority of displaced people have returned home. However, since their houses have been flattened or damaged by rains and floods, many of them also are living in tents (on their land) provided by the government or relief agencies during the days of displacement," Ali told Anadolu Agency. xyxy=(686,544,937,576)
story-header xyxy=(461,525,675,540)
ad-contact-list xyxy=(465,1248,610,1328)
story-number-badge: No #4 xyxy=(8,603,44,616)
story-number-badge: No #23 xyxy=(686,783,727,796)
story-paragraph: claimed that jamming made communication impossible. The respondent seeks to place before the Court a document issued by the Chief Minister's Secretariat, Khyber Pakhtunkhwa dated May 25. The said document is with respect to the presence of a mobile jamming device as part of the motorcade of the chief minister KP, who accompanied the respondent during the afternoon and evening of 25th May. xyxy=(8,322,222,371)
news-story xyxy=(686,240,937,667)
story-number-badge: No #22 xyxy=(686,672,727,685)
story-paragraph: He is the most senior ranking general after outgoing army chief General Qamar Javed Bajwa. xyxy=(8,746,222,762)
story-number-badge: No #17 xyxy=(461,526,502,539)
story-number-badge: No #11 xyxy=(234,694,275,707)
story-paragraph: "The Indian General Officer's lofty claims and surreal ambition is intellectually insulting. Pakistan military is a force for good and a proponent of regional peace and stability. xyxy=(686,840,937,856)
story-number-badge: No #6 xyxy=(8,793,44,806)
story-continued-label: Continued from page 8 xyxy=(531,863,646,876)
story-paragraph: 9,135,000 shares at Rs 7.96 per share, and TRG Pak Ltd with 9,105,915 shares at Rs 147.16 per share. xyxy=(8,618,222,635)
story-number-badge: No #10 xyxy=(234,534,275,547)
ad-contact-item: +923223592469 xyxy=(465,1296,610,1310)
news-story xyxy=(461,525,675,591)
story-paragraph: The new army chief and CJCSC also met President Alvi soon. xyxy=(14,1051,185,1059)
story-paragraph: "This is the first of its kind project in the economic history of Pakistan where the federal government is undertaking a national intervention to uplift the poorest districts and address the disparity in economic development," said the minister. xyxy=(461,669,675,701)
column-1 xyxy=(8,52,222,1524)
story-paragraph: A PTI leader said he did not think that President Alvi would delay the summary. xyxy=(234,142,451,158)
